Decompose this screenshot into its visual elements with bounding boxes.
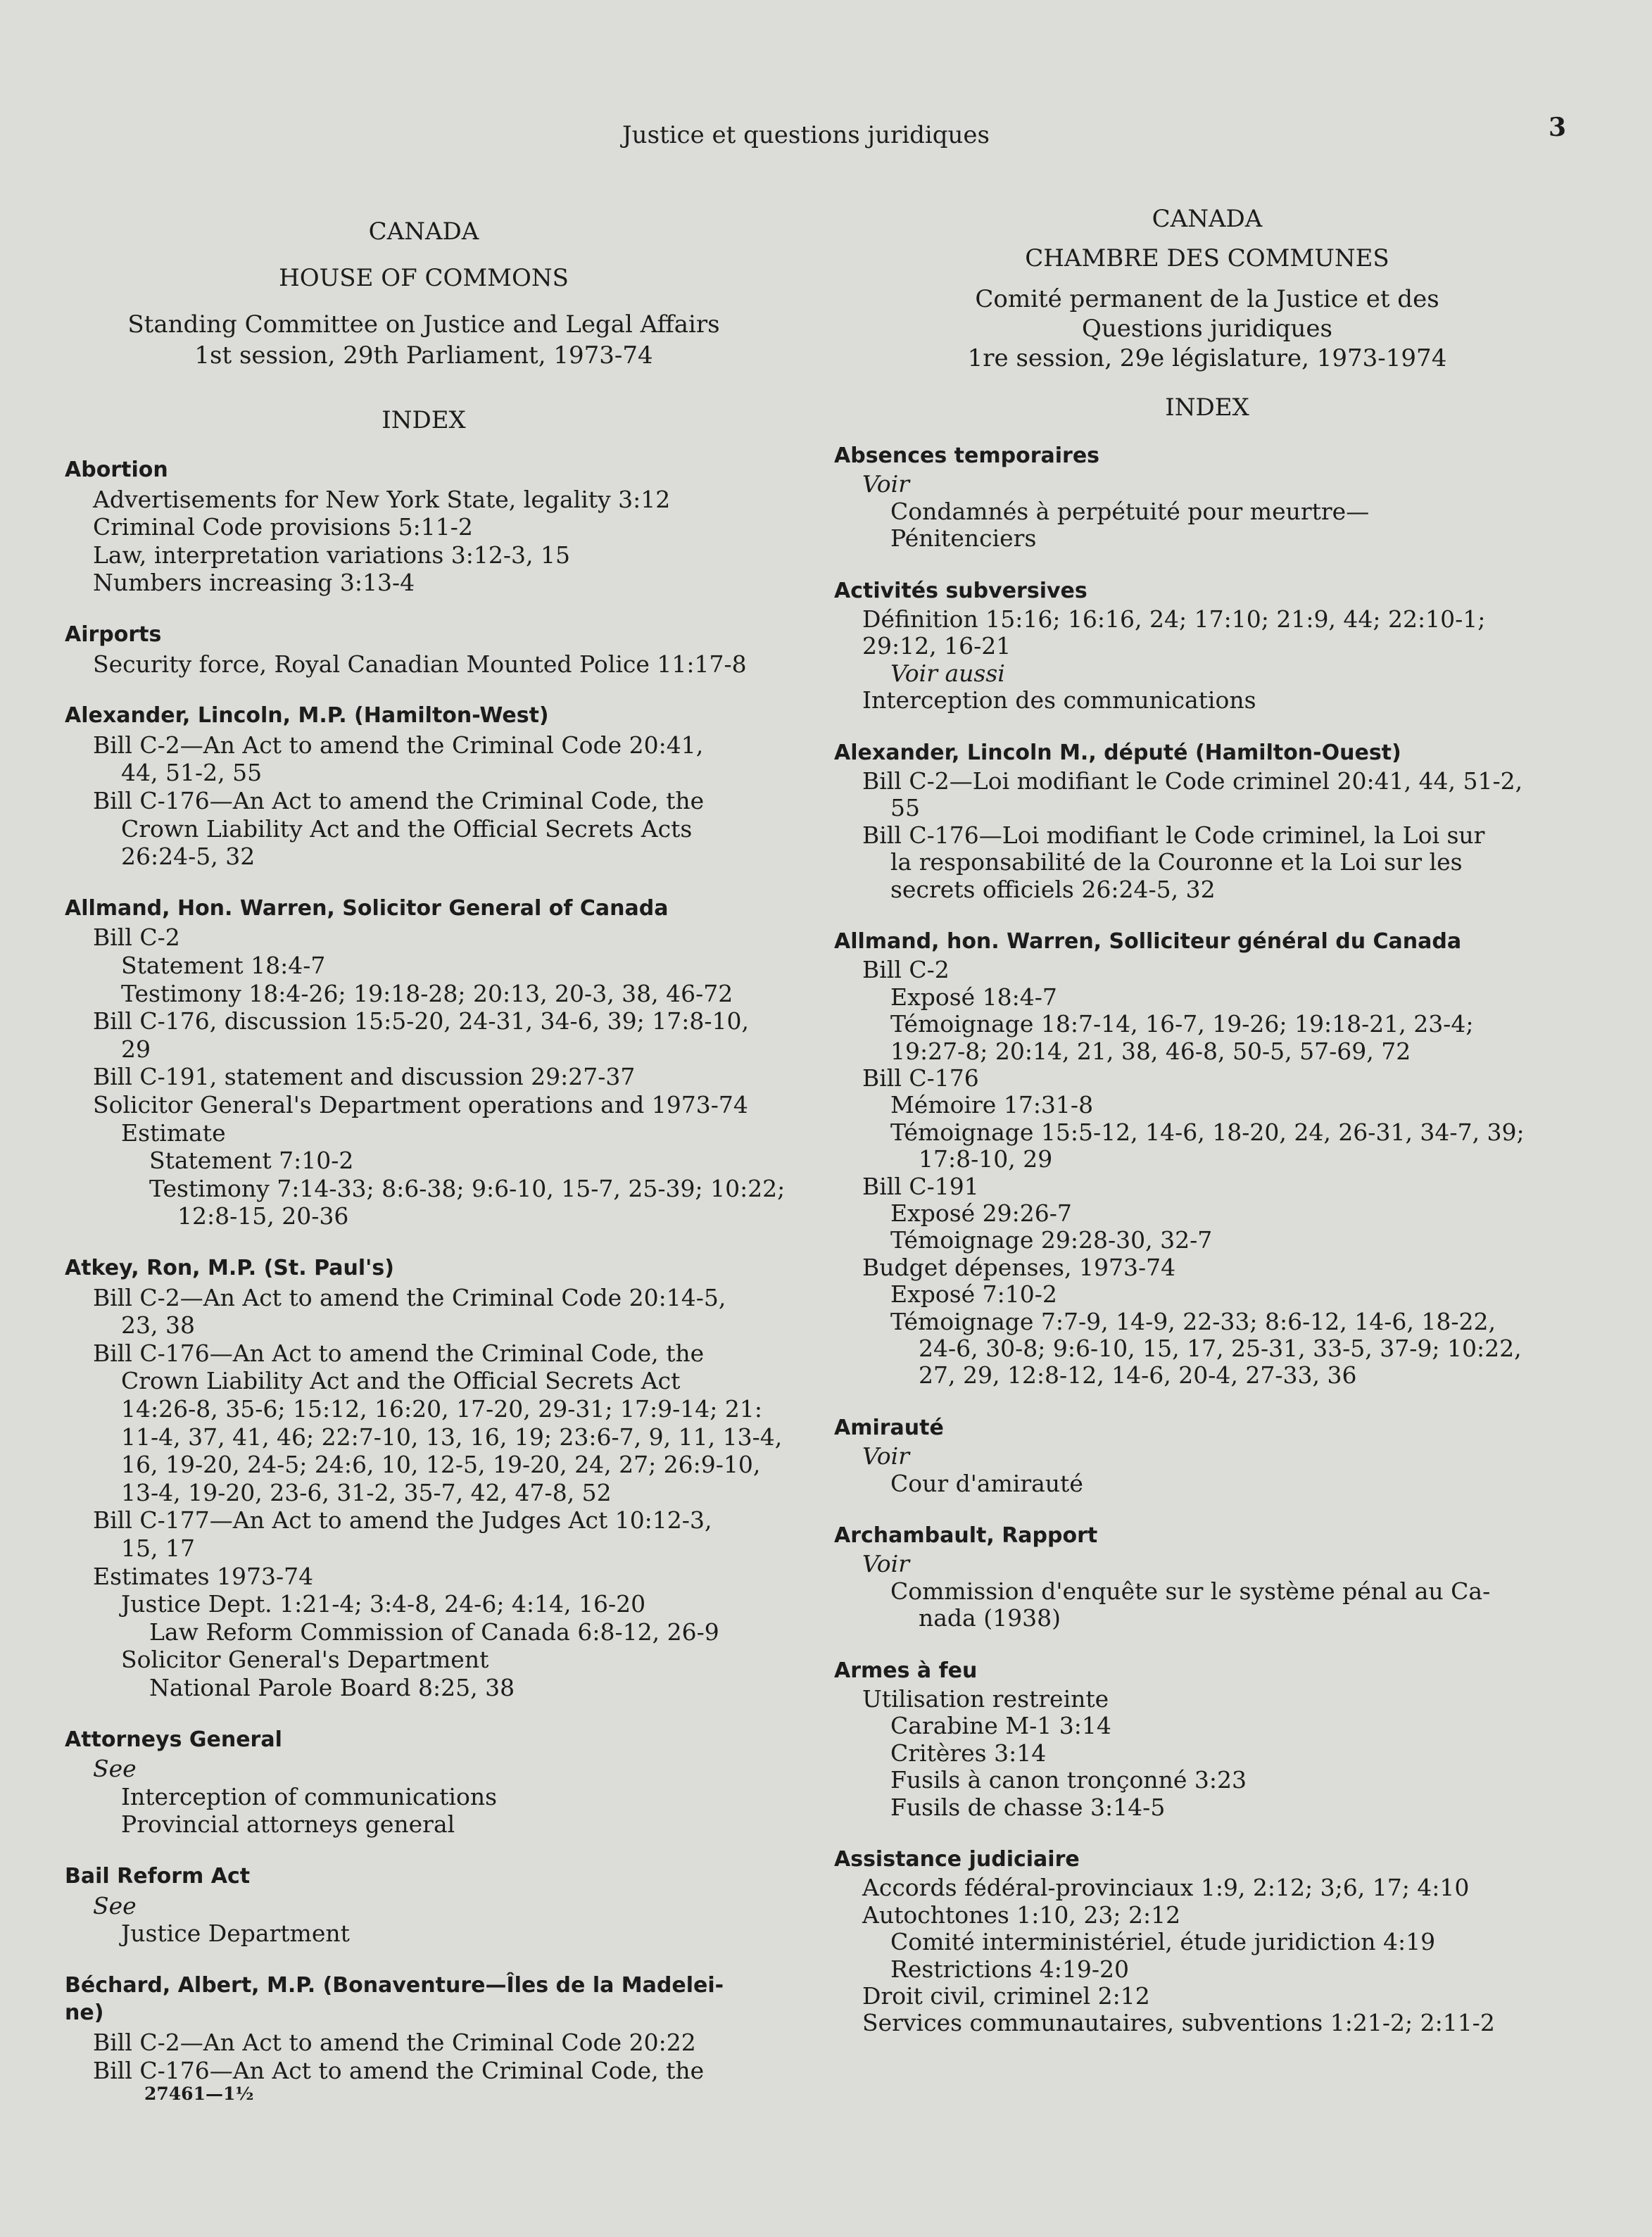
index-subentry: Comité interministériel, étude juridiction 4:19 (890, 1928, 1436, 1956)
index-subentry: Testimony 18:4-26; 19:18-28; 20:13, 20-3, 38, 46-72 (121, 979, 733, 1007)
index-subentry: Services communautaires, subventions 1:21-2; 2:11-2 (862, 2009, 1495, 2037)
index-subentry: Solicitor General's Department operations and 1973-74 (93, 1091, 748, 1118)
entry-heading: Attorneys General (65, 1727, 282, 1752)
index-subentry: Budget dépenses, 1973-74 (862, 1253, 1176, 1281)
index-subentry: Law Reform Commission of Canada 6:8-12, 26-9 (149, 1618, 719, 1646)
entry-heading: Activités subversives (834, 578, 1087, 603)
entry-heading-continued: ne) (65, 2000, 104, 2026)
index-subentry: Provincial attorneys general (121, 1810, 455, 1839)
see-reference-label: See (93, 1755, 137, 1783)
index-subentry: 15, 17 (121, 1535, 195, 1562)
index-subentry: Bill C-2 (862, 956, 950, 984)
index-subentry: Accords fédéral-provinciaux 1:9, 2:12; 3;6, 17; 4:10 (862, 1874, 1470, 1902)
index-subentry: 11-4, 37, 41, 46; 22:7-10, 13, 16, 19; 23:6-7, 9, 11, 13-4, (121, 1423, 783, 1451)
see-reference-label: Voir (862, 1550, 909, 1578)
index-subentry: 26:24-5, 32 (121, 843, 256, 871)
index-subentry: Témoignage 18:7-14, 16-7, 19-26; 19:18-21, 23-4; (890, 1010, 1474, 1038)
entry-heading: Allmand, hon. Warren, Solliciteur général du Canada (834, 929, 1462, 954)
index-subentry: Utilisation restreinte (862, 1685, 1109, 1713)
index-subentry: 17:8-10, 29 (919, 1145, 1053, 1173)
french-committee-name: Comité permanent de la Justice et des (975, 285, 1439, 313)
index-subentry: Définition 15:16; 16:16, 24; 17:10; 21:9, 44; 22:10-1; (862, 605, 1486, 633)
entry-heading: Bail Reform Act (65, 1864, 251, 1889)
english-session: 1st session, 29th Parliament, 1973-74 (194, 341, 653, 370)
english-house: HOUSE OF COMMONS (279, 264, 569, 292)
index-subentry: Cour d'amirauté (890, 1469, 1083, 1497)
entry-heading: Amirauté (834, 1415, 944, 1440)
index-subentry: secrets officiels 26:24-5, 32 (890, 875, 1216, 903)
index-subentry: Commission d'enquête sur le système pénal au Ca- (890, 1577, 1491, 1605)
entry-heading: Absences temporaires (834, 443, 1100, 468)
index-subentry: Interception of communications (121, 1782, 498, 1810)
index-subentry: 12:8-15, 20-36 (177, 1202, 349, 1230)
entry-heading: Abortion (65, 458, 168, 482)
index-subentry: la responsabilité de la Couronne et la Loi sur les (890, 848, 1463, 876)
entry-heading: Béchard, Albert, M.P. (Bonaventure—Îles de la Madelei- (65, 1972, 724, 1998)
index-subentry: Bill C-2—Loi modifiant le Code criminel 20:41, 44, 51-2, (862, 767, 1523, 795)
index-subentry: Crown Liability Act and the Official Secrets Act (121, 1367, 681, 1395)
index-subentry: Justice Department (121, 1920, 350, 1948)
index-subentry: Carabine M-1 3:14 (890, 1712, 1111, 1740)
entry-heading: Alexander, Lincoln M., député (Hamilton-Ouest) (834, 740, 1401, 765)
index-subentry: Criminal Code provisions 5:11-2 (93, 513, 473, 541)
index-subentry: 14:26-8, 35-6; 15:12, 16:20, 17-20, 29-31; 17:9-14; 21: (121, 1395, 762, 1423)
index-subentry: Pénitenciers (890, 524, 1037, 553)
index-subentry: Bill C-176—Loi modifiant le Code criminel, la Loi sur (862, 821, 1485, 849)
index-subentry: Bill C-177—An Act to amend the Judges Act 10:12-3, (93, 1506, 712, 1535)
index-subentry: Security force, Royal Canadian Mounted Police 11:17-8 (93, 650, 747, 678)
index-subentry: Droit civil, criminel 2:12 (862, 1982, 1150, 2010)
index-subentry: Témoignage 15:5-12, 14-6, 18-20, 24, 26-31, 34-7, 39; (890, 1118, 1525, 1146)
index-subentry: Témoignage 7:7-9, 14-9, 22-33; 8:6-12, 14-6, 18-22, (890, 1307, 1496, 1335)
index-subentry: Statement 18:4-7 (121, 952, 326, 979)
index-subentry: Interception des communications (862, 686, 1256, 714)
entry-heading: Atkey, Ron, M.P. (St. Paul's) (65, 1256, 394, 1280)
index-subentry: Exposé 7:10-2 (890, 1280, 1057, 1309)
index-subentry: Law, interpretation variations 3:12-3, 15 (93, 541, 570, 569)
index-subentry: 13-4, 19-20, 23-6, 31-2, 35-7, 42, 47-8, 52 (121, 1478, 612, 1506)
entry-heading: Allmand, Hon. Warren, Solicitor General of Canada (65, 895, 669, 921)
index-subentry: Bill C-176—An Act to amend the Criminal Code, the (93, 1339, 705, 1367)
index-subentry: 29:12, 16-21 (862, 632, 1011, 660)
index-subentry: 24-6, 30-8; 9:6-10, 15, 17, 25-31, 33-5, 37-9; 10:22, (919, 1335, 1522, 1362)
index-subentry: Bill C-176 (862, 1064, 979, 1092)
see-reference-label: Voir (862, 1442, 909, 1470)
index-subentry: Exposé 29:26-7 (890, 1199, 1072, 1227)
index-subentry: Statement 7:10-2 (149, 1147, 354, 1175)
index-subentry: Fusils à canon tronçonné 3:23 (890, 1766, 1247, 1794)
index-subentry: 19:27-8; 20:14, 21, 38, 46-8, 50-5, 57-69, 72 (890, 1037, 1411, 1065)
entry-heading: Armes à feu (834, 1658, 978, 1683)
entry-heading: Assistance judiciaire (834, 1847, 1080, 1872)
index-subentry: Estimates 1973-74 (93, 1562, 314, 1590)
index-subentry: Numbers increasing 3:13-4 (93, 569, 415, 597)
index-subentry: Bill C-2—An Act to amend the Criminal Code 20:14-5, (93, 1283, 726, 1311)
index-subentry: Bill C-2—An Act to amend the Criminal Code 20:41, (93, 731, 704, 759)
index-subentry: 27, 29, 12:8-12, 14-6, 20-4, 27-33, 36 (919, 1361, 1357, 1390)
index-subentry: 55 (890, 794, 920, 822)
index-subentry: Bill C-2—An Act to amend the Criminal Code 20:22 (93, 2029, 696, 2056)
index-subentry: Fusils de chasse 3:14-5 (890, 1793, 1166, 1821)
index-subentry: Bill C-176, discussion 15:5-20, 24-31, 34-6, 39; 17:8-10, (93, 1007, 749, 1035)
french-index-title: INDEX (1165, 393, 1249, 422)
index-subentry: Critères 3:14 (890, 1739, 1047, 1767)
page-number: 3 (1549, 113, 1567, 142)
index-subentry: Restrictions 4:19-20 (890, 1955, 1129, 1983)
running-head: Justice et questions juridiques (622, 121, 990, 149)
entry-heading: Alexander, Lincoln, M.P. (Hamilton-West) (65, 703, 549, 729)
index-subentry: Bill C-176—An Act to amend the Criminal Code, the (93, 2056, 705, 2084)
french-country: CANADA (1152, 205, 1263, 233)
english-committee-name: Standing Committee on Justice and Legal Affairs (127, 310, 720, 339)
see-reference-label: See (93, 1891, 137, 1920)
index-subentry: Bill C-176—An Act to amend the Criminal Code, the (93, 787, 705, 814)
see-reference-label: Voir aussi (890, 659, 1005, 687)
index-subentry: nada (1938) (919, 1604, 1061, 1632)
index-subentry: 44, 51-2, 55 (121, 759, 263, 787)
french-session: 1re session, 29e législature, 1973-1974 (967, 344, 1447, 372)
see-reference-label: Voir (862, 470, 909, 498)
index-subentry: Solicitor General's Department (121, 1646, 489, 1674)
index-subentry: Advertisements for New York State, legality 3:12 (93, 485, 671, 513)
index-subentry: Bill C-2 (93, 924, 180, 952)
index-subentry: Mémoire 17:31-8 (890, 1091, 1094, 1119)
index-subentry: Autochtones 1:10, 23; 2:12 (862, 1901, 1181, 1929)
index-subentry: Exposé 18:4-7 (890, 983, 1057, 1011)
entry-heading: Archambault, Rapport (834, 1523, 1098, 1548)
french-committee-name-cont: Questions juridiques (1082, 315, 1332, 343)
index-subentry: Condamnés à perpétuité pour meurtre— (890, 497, 1370, 525)
index-subentry: National Parole Board 8:25, 38 (149, 1674, 515, 1701)
index-subentry: 23, 38 (121, 1311, 195, 1340)
index-subentry: Estimate (121, 1118, 226, 1147)
index-subentry: Justice Dept. 1:21-4; 3:4-8, 24-6; 4:14, 16-20 (121, 1590, 646, 1618)
footer-code: 27461—1½ (144, 2084, 254, 2104)
index-subentry: Crown Liability Act and the Official Secrets Acts (121, 814, 693, 843)
english-country: CANADA (368, 218, 479, 246)
french-house: CHAMBRE DES COMMUNES (1025, 244, 1389, 272)
index-subentry: Bill C-191, statement and discussion 29:27-37 (93, 1063, 636, 1091)
index-subentry: 29 (121, 1035, 151, 1063)
index-subentry: Bill C-191 (862, 1172, 979, 1200)
entry-heading: Airports (65, 622, 162, 647)
english-index-title: INDEX (382, 406, 466, 434)
index-subentry: Testimony 7:14-33; 8:6-38; 9:6-10, 15-7, 25-39; 10:22; (149, 1174, 786, 1202)
index-subentry: Témoignage 29:28-30, 32-7 (890, 1226, 1213, 1254)
index-subentry: 16, 19-20, 24-5; 24:6, 10, 12-5, 19-20, 24, 27; 26:9-10, (121, 1451, 761, 1479)
